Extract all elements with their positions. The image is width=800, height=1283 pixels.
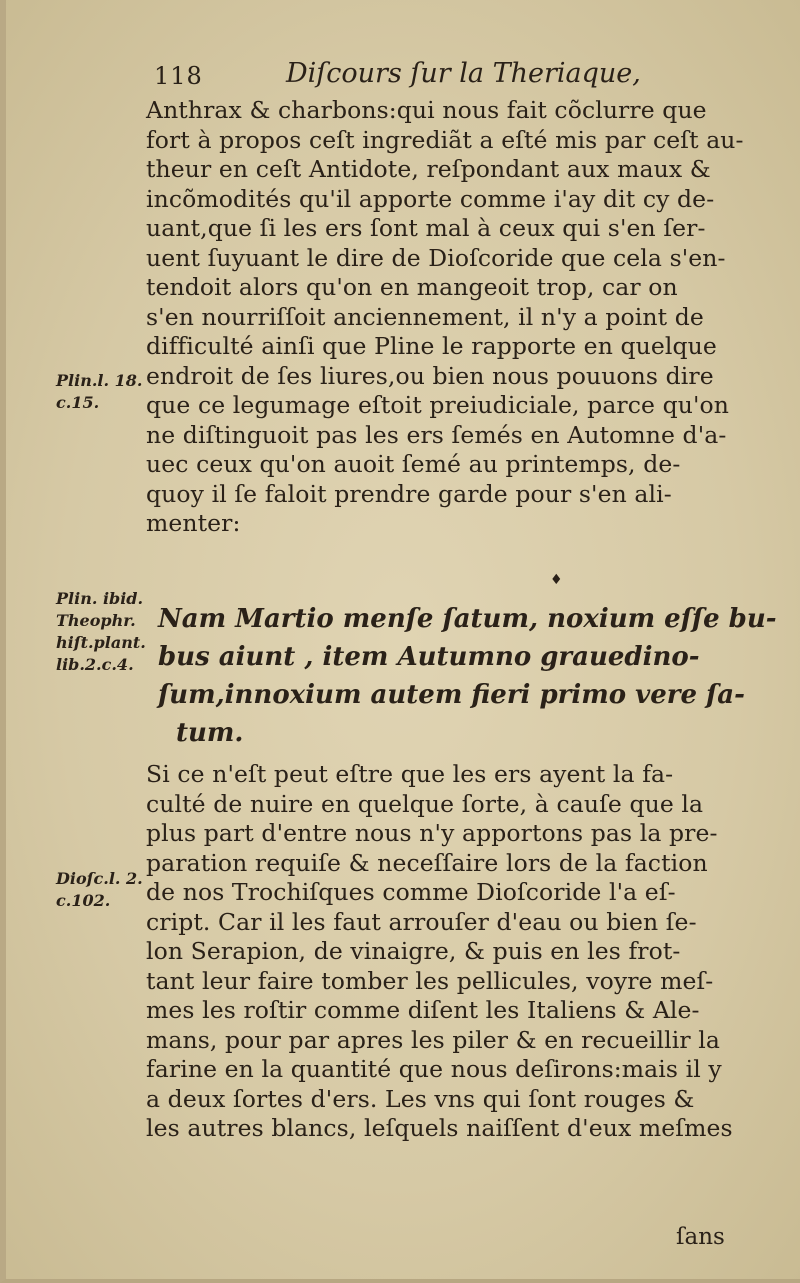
printer-ornament: ♦ bbox=[550, 572, 563, 588]
running-header bbox=[154, 58, 754, 98]
text-line: theur en ceſt Antidote, reſpondant aux maux & bbox=[146, 155, 711, 183]
text-line: fort à propos ceſt ingrediãt a eſté mis par ceſt au- bbox=[146, 125, 744, 154]
margin-note-line: c.102. bbox=[56, 891, 111, 910]
text-line: uent ſuyuant le dire de Dioſcoride que cela s'en- bbox=[146, 243, 726, 272]
margin-note-dioscorides bbox=[56, 868, 143, 912]
quote-line: ſum,innoxium autem fieri primo vere ſa- bbox=[158, 680, 745, 710]
margin-note-line: Theophr. bbox=[56, 611, 136, 630]
text-line: incõmodités qu'il apporte comme i'ay dit cy de- bbox=[146, 184, 715, 213]
text-line: culté de nuire en quelque ſorte, à cauſe que la bbox=[146, 789, 704, 818]
margin-note-line: c.15. bbox=[56, 393, 100, 412]
catchword: ſans bbox=[676, 1224, 725, 1250]
margin-note-line: Plin.l. 18. bbox=[56, 371, 143, 390]
text-line: tant leur faire tomber les pellicules, voyre meſ- bbox=[146, 966, 714, 995]
text-line: Si ce n'eſt peut eſtre que les ers ayent la fa- bbox=[146, 760, 674, 788]
text-line: uec ceux qu'on auoit ſemé au printemps, de- bbox=[146, 450, 681, 478]
text-line: de nos Trochiſques comme Dioſcoride l'a eſ- bbox=[146, 878, 676, 906]
text-line: paration requiſe & neceſſaire lors de la faction bbox=[146, 848, 708, 877]
margin-note-pliny-theophrastus bbox=[56, 588, 146, 676]
margin-note-line: lib.2.c.4. bbox=[56, 655, 134, 674]
running-title: Diſcours ſur la Theriaque, bbox=[286, 58, 641, 89]
text-line: s'en nourriſſoit anciennement, il n'y a point de bbox=[146, 302, 704, 331]
text-line: uant,que ſi les ers ſont mal à ceux qui s'en ſer- bbox=[146, 214, 706, 242]
text-line: cript. Car il les faut arrouſer d'eau ou bien ſe- bbox=[146, 907, 697, 936]
margin-note-line: Dioſc.l. 2. bbox=[56, 869, 143, 888]
text-line: quoy il ſe faloit prendre garde pour s'en ali- bbox=[146, 479, 672, 508]
text-line: plus part d'entre nous n'y apportons pas la pre- bbox=[146, 819, 718, 847]
quote-line: tum. bbox=[176, 718, 244, 748]
main-text-block bbox=[146, 96, 746, 539]
text-line: les autres blancs, leſquels naiſſent d'eux meſmes bbox=[146, 1114, 733, 1142]
text-line: difficulté ainſi que Pline le rapporte en quelque bbox=[146, 332, 717, 360]
text-line: tendoit alors qu'on en mangeoit trop, car on bbox=[146, 273, 678, 301]
margin-note-pliny bbox=[56, 370, 142, 414]
second-text-block bbox=[146, 760, 746, 1144]
quote-line: Nam Martio menſe ſatum, noxium eſſe bu- bbox=[158, 604, 777, 634]
text-line: que ce legumage eſtoit preiudiciale, parce qu'on bbox=[146, 391, 730, 419]
text-line: ne diſtinguoit pas les ers ſemés en Automne d'a- bbox=[146, 420, 727, 449]
text-line: a deux ſortes d'ers. Les vns qui ſont rouges & bbox=[146, 1084, 695, 1113]
text-line: farine en la quantité que nous deſirons:mais il y bbox=[146, 1055, 722, 1083]
page-number: 118 bbox=[154, 62, 203, 90]
margin-note-line: Plin. ibid. bbox=[56, 589, 144, 608]
quote-line: bus aiunt , item Autumno grauedino- bbox=[158, 642, 700, 672]
text-line: mans, pour par apres les piler & en recueillir la bbox=[146, 1025, 721, 1054]
text-line: mes les roſtir comme diſent les Italiens & Ale- bbox=[146, 996, 700, 1024]
margin-note-line: hiſt.plant. bbox=[56, 633, 146, 652]
text-line: Anthrax & charbons:qui nous fait cõclurre que bbox=[146, 96, 707, 124]
latin-quotation bbox=[158, 600, 777, 752]
text-line: lon Serapion, de vinaigre, & puis en les frot- bbox=[146, 937, 681, 965]
text-line: endroit de ſes liures,ou bien nous pouuons dire bbox=[146, 361, 714, 390]
text-line: menter: bbox=[146, 509, 241, 537]
